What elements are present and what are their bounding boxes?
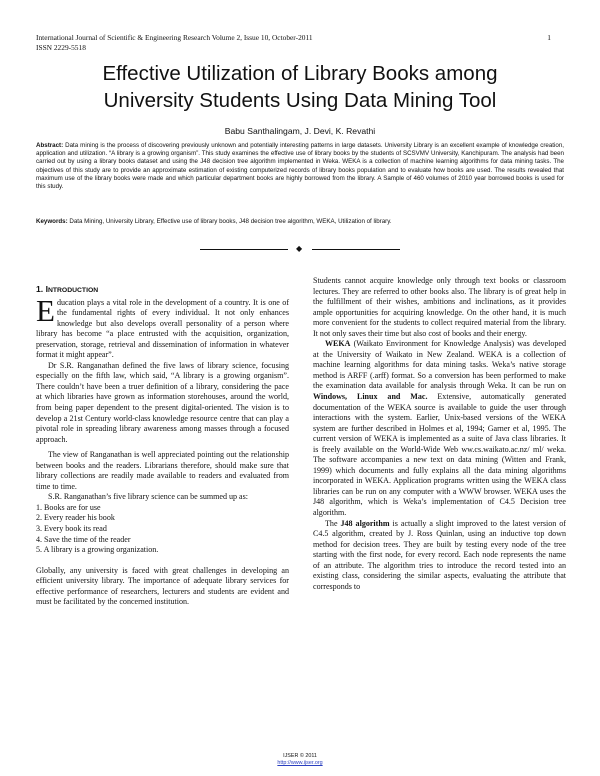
separator-line-left	[200, 249, 288, 250]
right-paragraph-1: Students cannot acquire knowledge only through text books or classroom lectures. They are referred to other books also. The library is of great help in the fulfillment of their wishes, ambitions and inclinations, as it provides ample opportunities for acquiring knowledge. On the other hand, it is much more convenient for the students to collect required material from the library. It not only saves their time but also cost of books and their energy.	[313, 276, 566, 338]
list-item: 1. Books are for use	[36, 502, 101, 512]
page-footer	[0, 753, 600, 767]
abstract-text: Data mining is the process of discovering previously unknown and potentially interesting patterns in large datasets. University Library is an excellent example of knowledge creation, application and utilization. “A library is a growing organism”. This study examines the effective use of library books by the students of SCSVMV University, Kanchipuram. The analysis had been carried out by using a library books dataset and using the J48 decision tree algorithm implemented in Weka. WEKA is a collection of machine learning algorithms for data mining tasks. The objectives of this study are to provide an approximate estimation of existing computerized records of library books population and to evaluate how books are used. The results revealed that maximum use of the library books were made and which particular department books are highly borrowed from the library. A Sample of 460 volumes of 2010 year borrowed books is used for this study.	[36, 142, 564, 191]
paper-title	[36, 60, 564, 114]
os-list: Windows, Linux and Mac.	[313, 392, 428, 402]
section-heading-introduction	[36, 284, 289, 297]
j48-term: J48 algorithm	[340, 518, 390, 528]
issn: ISSN 2229-5518	[36, 43, 86, 52]
j48-text-a: The	[325, 518, 341, 528]
intro-p1-text: ducation plays a vital role in the development of a country. It is one of the fundamental rights of every individual. It not only enhances knowledge but also develops overall personality of a person where library has become “a place entrusted with the acquisition, organization, preservation, storage, retrieval and dissemination of information in whatever format it might appear”.	[36, 297, 289, 360]
right-paragraph-j48	[313, 519, 566, 593]
diamond-icon: ◆	[296, 244, 303, 253]
list-item: 5. A library is a growing organization.	[36, 545, 159, 555]
keywords-label: Keywords:	[36, 218, 68, 225]
right-column	[313, 276, 566, 592]
intro-paragraph-2: Dr S.R. Ranganathan defined the five laws of library science, focusing especially on the fifth law, which said, “A library is a growing organism”. There couldn’t have been a truer definition of a library, considering the pace at which libraries have grown as information storehouses, around the world, from being paper dependent to the present digital-oriented. The vision is to develop a 21st Century world-class knowledge resource centre that can play a pivotal role in spreading library awareness among masses through a focused approach.	[36, 360, 289, 444]
abstract	[36, 142, 564, 191]
section-separator	[0, 244, 600, 254]
weka-text-a: (Waikato Environment for Knowledge Analysis) was developed at the University of Waikato in New Zealand. WEKA is a collection of machine learning algorithms for data mining tasks. Weka’s native storage method is ARFF (.arff) format. So a conversion has been performed to make the examination data available for analysis through Weka. It can be run on	[313, 339, 566, 391]
intro-paragraph-4: S.R. Ranganathan’s five library science can be summed up as:	[48, 492, 248, 502]
weka-text-b: Extensive, automatically generated documentation of the WEKA source is available to guide the user through interactions with the system. Earlier, Unix-based versions of the WEKA system are further described in Holmes et al, 1994; Garner et al, 1995. The current version of WEKA is implemented as a suite of Java class libraries. It is freely available on the World-Wide Web ww.cs.waikato.ac.nz/ ml/ weka. The software accompanies a new text on data mining (Witten and Frank, 1999) which documents and fully explains all the data mining algorithms incorporated in WEKA. Application programs written using the WEKA class libraries can be run on any computer with a WWW browser. WEKA uses the J48 algorithm, which is Weka’s implementation of C4.5 Decision tree algorithm.	[313, 392, 566, 518]
journal-name: International Journal of Scientific & Engineering Research Volume 2, Issue 10, October-2011	[36, 33, 313, 42]
right-paragraph-weka	[313, 339, 566, 518]
journal-link[interactable]: http://www.ijser.org	[277, 760, 323, 766]
keywords	[36, 218, 564, 226]
left-column	[36, 284, 289, 608]
drop-cap: E	[36, 292, 55, 328]
title-line-1: Effective Utilization of Library Books among	[102, 62, 498, 85]
copyright: IJSER © 2011	[283, 753, 317, 759]
weka-term: WEKA	[325, 339, 351, 349]
separator-line-right	[312, 249, 400, 250]
authors: Babu Santhalingam, J. Devi, K. Revathi	[224, 126, 376, 136]
journal-header	[36, 33, 313, 53]
list-item: 3. Every book its read	[36, 524, 107, 534]
list-item: 2. Every reader his book	[36, 513, 115, 523]
intro-paragraph-1	[36, 292, 289, 361]
section-initial: I	[45, 284, 48, 294]
section-number: 1.	[36, 284, 46, 294]
page-number: 1	[547, 33, 551, 42]
j48-text-b: is actually a slight improved to the latest version of C4.5 algorithm, created by J. Ross Quinlan, using an inductive top down method for decision trees. They are built by testing every node of the tree starting with the first node, for every record. Each node represents the name of an attribute. The algorithm tries to introduce the record tested into an existing class, considering the similar aspects, evaluating the attribute that corresponds to	[313, 518, 566, 591]
title-line-2: University Students Using Data Mining Tool	[103, 89, 497, 112]
section-rest: NTRODUCTION	[47, 287, 99, 294]
keywords-text: Data Mining, University Library, Effective use of library books, J48 decision tree algorithm, WEKA, Utilization of library.	[69, 218, 392, 225]
abstract-label: Abstract:	[36, 142, 64, 149]
list-item: 4. Save the time of the reader	[36, 534, 131, 544]
intro-paragraph-5: Globally, any university is faced with great challenges in developing an efficient university library. The importance of adequate library services for effective performance of researchers, lecturers and students are evident and must be facilitated by the concerned institution.	[36, 565, 289, 607]
five-laws-list	[36, 503, 289, 556]
intro-paragraph-3: The view of Ranganathan is well appreciated pointing out the relationship between books and the readers. Librarians therefore, should make sure that library collections are readily made available to readers and evaluated from time to time.	[36, 450, 289, 491]
